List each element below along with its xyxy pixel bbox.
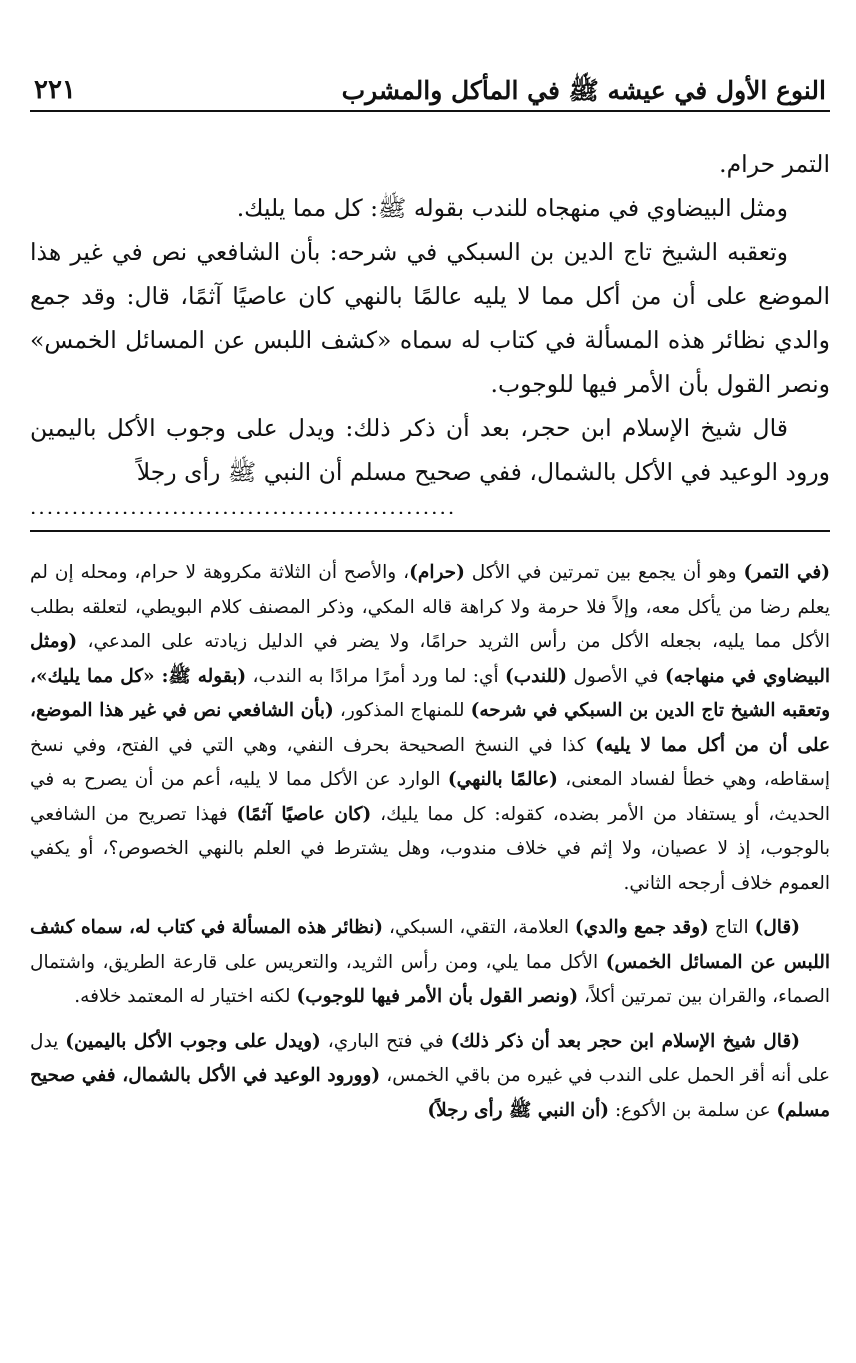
commentary-section xyxy=(30,556,830,1128)
footnote-separator xyxy=(30,530,830,532)
running-title: النوع الأول في عيشه ﷺ في المأكل والمشرب xyxy=(341,76,826,105)
book-page xyxy=(30,50,830,1355)
quoted-text: (كان عاصيًا آثمًا) xyxy=(236,803,372,825)
quoted-text: (قال) xyxy=(754,917,801,938)
commentary-paragraph xyxy=(30,556,830,901)
commentary-text: عن سلمة بن الأكوع: xyxy=(609,1099,777,1121)
quoted-text: (ويدل على وجوب الأكل باليمين) xyxy=(65,1030,321,1052)
quoted-text: (نظائر هذه المسألة في كتاب له، سماه كشف اللبس عن المسائل الخمس) xyxy=(30,917,830,973)
commentary-text: الأكل مما يلي، ومن رأس الثريد، والتعريس على قارعة الطريق، واشتمال الصماء، والقران بين تمرتين أكلاً، xyxy=(30,951,830,1007)
main-paragraph: وتعقبه الشيخ تاج الدين بن السبكي في شرحه: بأن الشافعي نص في غير هذا الموضع على أن من أكل مما لا يليه عالمًا بالنهي كان عاصيًا آثمًا، قال: وقد جمع والدي نظائر هذه المسألة في كتاب له سماه «كشف اللبس عن المسائل الخمس» ونصر القول بأن الأمر فيها للوجوب. xyxy=(30,238,830,398)
quoted-text: (للندب) xyxy=(505,665,567,687)
commentary-text: يدل على أنه أقر الحمل على الندب في غيره من باقي الخمس، xyxy=(30,1030,831,1086)
quoted-text: (قال شيخ الإسلام ابن حجر بعد أن ذكر ذلك) xyxy=(450,1030,800,1052)
main-text xyxy=(30,142,830,494)
commentary-text: الوارد عن الأكل مما لا يليه، أعم من أن يصرح به في الحديث، أو يستفاد من الأمر بضده، كقوله: كل مما يليك، xyxy=(30,769,830,825)
commentary-paragraph xyxy=(30,1025,830,1129)
main-paragraph: قال شيخ الإسلام ابن حجر، بعد أن ذكر ذلك: ويدل على وجوب الأكل باليمين ورود الوعيد في الأكل بالشمال، ففي صحيح مسلم أن النبي ﷺ رأى رجلاً xyxy=(30,414,830,486)
page-number: ٢٢١ xyxy=(34,74,76,105)
commentary-text: لكنه اختيار له المعتمد خلافه. xyxy=(74,986,297,1007)
quoted-text: (بقوله ﷺ: «كل مما يليك»، وتعقبه الشيخ تاج الدين بن السبكي في شرحه) xyxy=(30,665,831,721)
commentary-text: أي: لما ورد أمرًا مرادًا به الندب، xyxy=(246,665,506,687)
quoted-text: (ونصر القول بأن الأمر فيها للوجوب) xyxy=(296,986,579,1007)
page-header xyxy=(30,50,830,112)
main-paragraph: التمر حرام. xyxy=(719,150,830,178)
quoted-text: (بأن الشافعي نص في غير هذا الموضع، على أن من أكل مما لا يليه) xyxy=(30,700,830,756)
quoted-text: (ومثل البيضاوي في منهاجه) xyxy=(30,631,830,687)
commentary-text: في الأصول xyxy=(567,665,665,687)
quoted-text: (وورود الوعيد في الأكل بالشمال، ففي صحيح مسلم) xyxy=(30,1065,830,1121)
commentary-text: العلامة، التقي، السبكي، xyxy=(383,917,575,938)
quoted-text: (أن النبي ﷺ رأى رجلاً) xyxy=(427,1099,610,1121)
commentary-text: التاج xyxy=(708,917,755,938)
quoted-text: (حرام) xyxy=(409,562,465,583)
commentary-text: ، والأصح أن الثلاثة مكروهة لا حرام، ومحله إن لم يعلم رضا من يأكل معه، وإلاً فلا حرمة ولا كراهة قاله المكي، وذكر المصنف كلام البويطي، لتعلقه بطلب الأكل مما يليه، بجعله الأكل من رأس الثريد حرامًا، ولا يضر في الدليل زيادته على المدعي، xyxy=(30,562,830,652)
continuation-dots: ................................................... xyxy=(30,500,457,514)
quoted-text: (عالمًا بالنهي) xyxy=(447,769,558,790)
main-paragraph: ومثل البيضاوي في منهجاه للندب بقوله ﷺ: كل مما يليك. xyxy=(236,194,788,222)
commentary-text: للمنهاج المذكور، xyxy=(333,700,471,721)
commentary-text: كذا في النسخ الصحيحة بحرف النفي، وهي التي في الفتح، وفي نسخ إسقاطه، وهي خطأ لفساد المعنى، xyxy=(30,734,830,790)
quoted-text: (وقد جمع والدي) xyxy=(574,917,709,938)
commentary-text: في فتح الباري، xyxy=(320,1030,451,1052)
commentary-paragraph xyxy=(30,911,830,1015)
commentary-text: فهذا تصريح من الشافعي بالوجوب، إذ لا عصيان، ولا إثم في خلاف مندوب، وهل يشترط في العلم بالنهي الخصوص؟، أو يكفي العموم خلاف أرجحه الثاني. xyxy=(30,803,830,894)
commentary-text: وهو أن يجمع بين تمرتين في الأكل xyxy=(464,562,744,583)
quoted-text: (في التمر) xyxy=(743,562,830,583)
